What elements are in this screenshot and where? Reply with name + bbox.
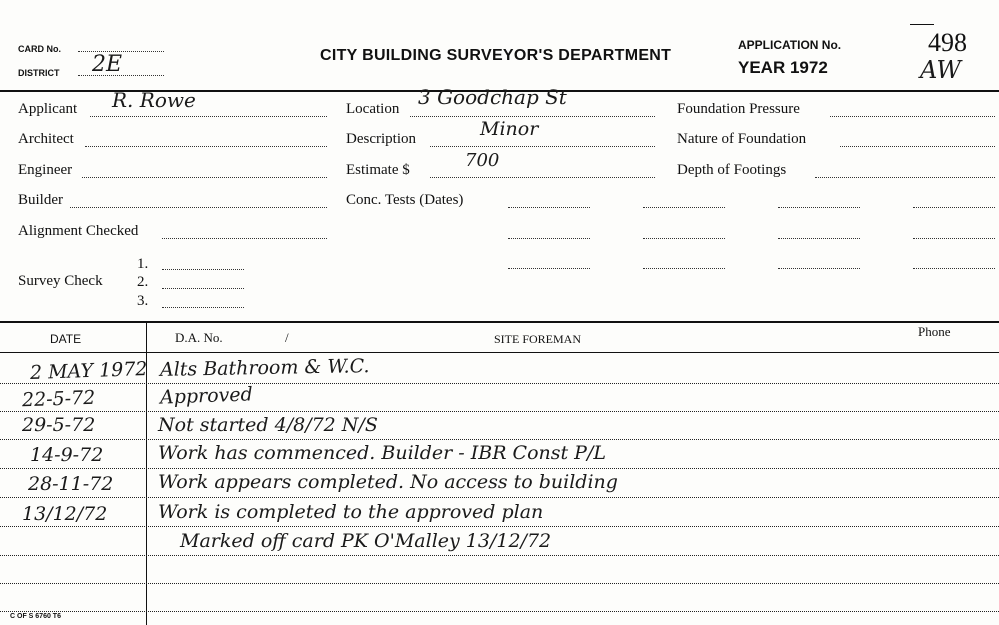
row-line — [0, 497, 999, 498]
conc-line — [643, 238, 725, 239]
builder-line — [70, 207, 327, 208]
row-line — [0, 411, 999, 412]
year-label: YEAR 1972 — [738, 58, 828, 77]
nature-foundation-line — [840, 146, 995, 147]
log-entry: Approved — [159, 383, 254, 409]
log-entry: Work is completed to the approved plan — [158, 501, 544, 523]
applicant-line — [90, 116, 327, 117]
applicant-value: R. Rowe — [112, 88, 196, 112]
location-line — [410, 116, 655, 117]
survey-2-label: 2. — [137, 274, 149, 290]
row-line — [0, 383, 999, 384]
log-entry: Alts Bathroom & W.C. — [159, 355, 370, 381]
foreman-header: SITE FOREMAN — [494, 332, 582, 346]
engineer-line — [82, 177, 327, 178]
estimate-value: 700 — [465, 150, 500, 171]
application-no-value: 498 — [928, 28, 967, 57]
conc-line — [508, 207, 590, 208]
applicant-label: Applicant — [18, 101, 78, 117]
foundation-pressure-label: Foundation Pressure — [677, 101, 800, 117]
row-line — [0, 611, 999, 612]
conc-line — [643, 207, 725, 208]
table-top-rule — [0, 321, 999, 323]
description-line — [430, 146, 655, 147]
architect-label: Architect — [18, 131, 74, 147]
log-date: 13/12/72 — [22, 503, 108, 525]
da-slash: / — [285, 330, 289, 345]
row-line — [0, 439, 999, 440]
table-header-rule — [0, 352, 999, 353]
conc-line — [778, 207, 860, 208]
row-line — [0, 468, 999, 469]
card-no-label: CARD No. — [18, 44, 61, 54]
log-date: 28-11-72 — [28, 473, 114, 495]
depth-footings-line — [815, 177, 995, 178]
corner-tick — [910, 24, 934, 25]
survey-check-label: Survey Check — [18, 273, 103, 289]
foundation-pressure-line — [830, 116, 995, 117]
survey-1-line — [162, 269, 244, 270]
conc-line — [778, 238, 860, 239]
conc-line — [913, 207, 995, 208]
conc-line — [778, 268, 860, 269]
builder-label: Builder — [18, 192, 63, 208]
district-value: 2E — [92, 52, 123, 77]
conc-tests-label: Conc. Tests (Dates) — [346, 192, 464, 208]
alignment-line — [162, 238, 327, 239]
log-date: 22-5-72 — [21, 386, 96, 412]
description-value: Minor — [480, 118, 539, 140]
application-no-label: APPLICATION No. — [738, 38, 842, 52]
conc-line — [508, 238, 590, 239]
estimate-label: Estimate $ — [346, 162, 410, 178]
location-value: 3 Goodchap St — [418, 85, 567, 109]
survey-1-label: 1. — [137, 256, 149, 272]
conc-line — [913, 268, 995, 269]
row-line — [0, 526, 999, 527]
log-entry: Work appears completed. No access to building — [158, 471, 618, 493]
log-date: 14-9-72 — [30, 444, 104, 466]
survey-3-label: 3. — [137, 293, 149, 309]
engineer-label: Engineer — [18, 162, 73, 178]
architect-line — [85, 146, 327, 147]
depth-footings-label: Depth of Footings — [677, 162, 787, 178]
phone-header: Phone — [918, 324, 951, 339]
description-label: Description — [346, 131, 416, 147]
log-date: 2 MAY 1972 — [29, 357, 148, 385]
date-header: DATE — [50, 332, 82, 346]
estimate-line — [430, 177, 655, 178]
location-label: Location — [346, 101, 400, 117]
da-header: D.A. No. — [175, 330, 223, 345]
nature-foundation-label: Nature of Foundation — [677, 131, 807, 147]
log-date: 29-5-72 — [22, 414, 96, 436]
row-line — [0, 583, 999, 584]
application-suffix: AW — [920, 56, 962, 84]
district-label: DISTRICT — [18, 68, 60, 78]
log-entry: Not started 4/8/72 N/S — [158, 414, 378, 436]
form-code: C OF S 6760 T6 — [10, 613, 61, 620]
row-line — [0, 555, 999, 556]
survey-3-line — [162, 307, 244, 308]
conc-line — [508, 268, 590, 269]
department-title: CITY BUILDING SURVEYOR'S DEPARTMENT — [320, 47, 672, 64]
survey-2-line — [162, 288, 244, 289]
log-entry: Marked off card PK O'Malley 13/12/72 — [180, 530, 552, 552]
alignment-label: Alignment Checked — [18, 223, 139, 239]
conc-line — [913, 238, 995, 239]
conc-line — [643, 268, 725, 269]
log-entry: Work has commenced. Builder - IBR Const P/L — [158, 442, 606, 464]
